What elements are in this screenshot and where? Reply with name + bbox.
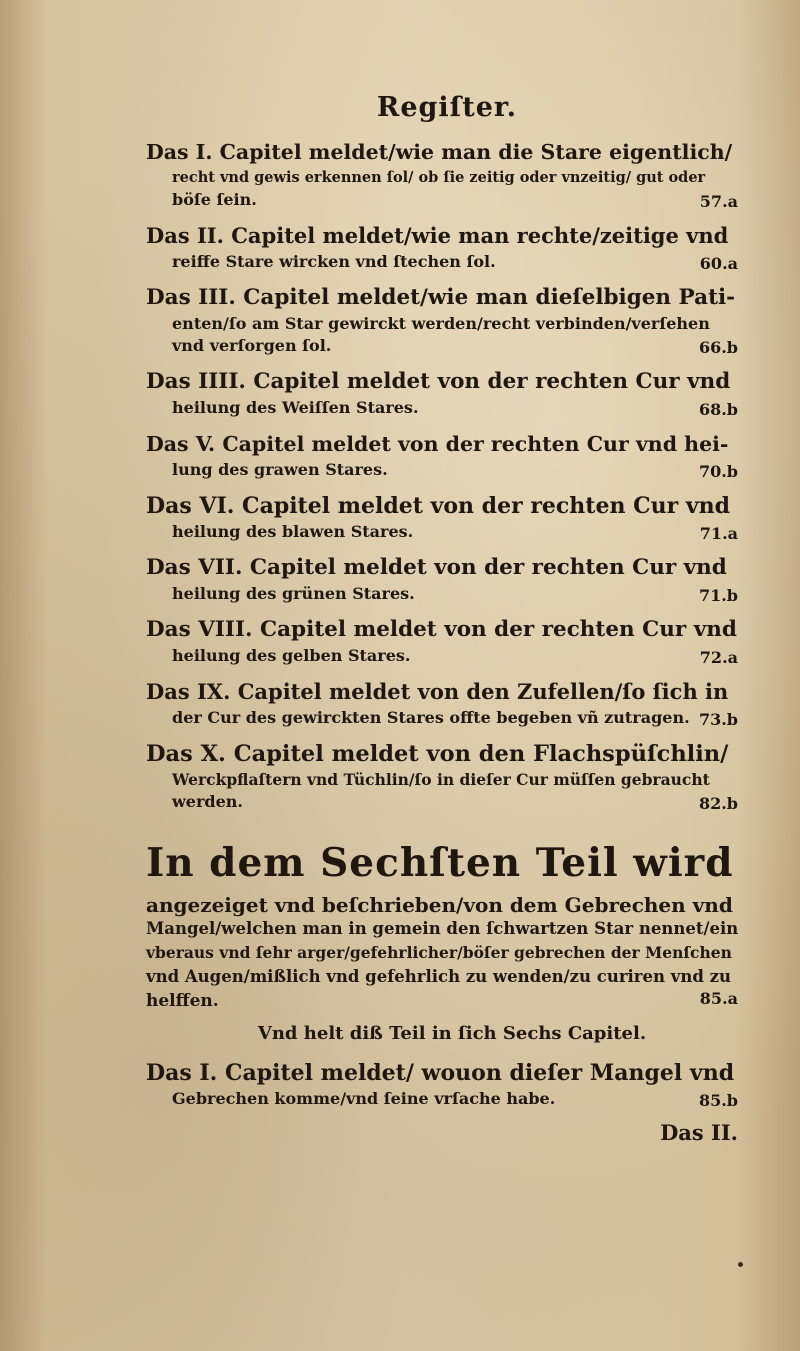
entry-title: Das X. Capitel meldet von den Flachspüſchlin/ bbox=[146, 741, 729, 767]
section-line: vberaus vnd ſehr arger/gefehrlicher/böſer gebrechen der Menſchen bbox=[146, 943, 732, 962]
entry-text: heilung des blawen Stares. bbox=[172, 522, 414, 541]
folio-ref: 85.a bbox=[699, 989, 738, 1008]
register-entry bbox=[146, 739, 738, 813]
register-entry bbox=[146, 283, 738, 357]
register-entry bbox=[146, 221, 738, 273]
entry-text: reiffe Stare wircken vnd ſtechen ſol. bbox=[172, 252, 496, 271]
folio-ref: 57.a bbox=[699, 192, 738, 211]
section-line: helffen. bbox=[146, 991, 219, 1011]
entry-text: werden. bbox=[172, 792, 243, 811]
entry-text: heilung des Weiſſen Stares. bbox=[172, 398, 419, 417]
entry-title: Das I. Capitel meldet/ wouon dieſer Mangel vnd bbox=[146, 1060, 735, 1086]
page-header: Regiſter. bbox=[376, 92, 518, 123]
entry-text: recht vnd gewis erkennen ſol/ ob ſie zeitig oder vnzeitig/ gut oder bbox=[172, 169, 706, 186]
entry-title: Das I. Capitel meldet/wie man die Stare eigentlich/ bbox=[146, 140, 733, 164]
entry-title: Das V. Capitel meldet von der rechten Cur vnd hei- bbox=[146, 432, 729, 456]
register-entry bbox=[146, 429, 738, 481]
folio-ref: 85.b bbox=[698, 1091, 738, 1110]
entry-text: heilung des gelben Stares. bbox=[172, 646, 411, 665]
section-line: vnd Augen/mißlich vnd gefehrlich zu wenden/zu curiren vnd zu bbox=[146, 967, 731, 986]
folio-ref: 71.b bbox=[698, 586, 738, 605]
entry-text: vnd verſorgen ſol. bbox=[172, 336, 332, 355]
section-line: angezeiget vnd beſchrieben/von dem Gebrechen vnd bbox=[146, 893, 733, 917]
entry-title: Das VIII. Capitel meldet von der rechten Cur vnd bbox=[146, 617, 737, 642]
entry-title: Das IIII. Capitel meldet von der rechten Cur vnd bbox=[146, 369, 731, 394]
folio-ref: 72.a bbox=[699, 648, 738, 667]
register-entry bbox=[146, 137, 738, 211]
entry-title: Das VII. Capitel meldet von der rechten Cur vnd bbox=[146, 555, 727, 580]
register-entry bbox=[146, 615, 738, 667]
entry-text: heilung des grünen Stares. bbox=[172, 584, 415, 603]
entry-text: Gebrechen komme/vnd ſeine vrſache habe. bbox=[172, 1089, 556, 1108]
section-line: Mangel/welchen man in gemein den ſchwartzen Star nennet/ein bbox=[146, 919, 739, 938]
entry-title: Das III. Capitel meldet/wie man dieſelbigen Pati- bbox=[146, 285, 736, 310]
section-note: Vnd helt diß Teil in ſich Sechs Capitel. bbox=[257, 1023, 647, 1044]
register-entry bbox=[146, 367, 738, 419]
ink-speck bbox=[738, 1262, 743, 1267]
folio-ref: 66.b bbox=[698, 338, 738, 357]
register-entry bbox=[146, 491, 738, 543]
entry-title: Das VI. Capitel meldet von der rechten Cur vnd bbox=[146, 493, 731, 519]
folio-ref: 68.b bbox=[698, 400, 738, 419]
folio-ref: 70.b bbox=[698, 462, 738, 481]
section-description bbox=[146, 893, 738, 1013]
register-list bbox=[146, 137, 738, 813]
folio-ref: 71.a bbox=[699, 524, 738, 543]
folio-ref: 73.b bbox=[698, 710, 738, 729]
entry-text: enten/ſo am Star gewirckt werden/recht verbinden/verſehen bbox=[172, 314, 710, 333]
entry-title: Das IX. Capitel meldet von den Zufellen/ſo ſich in bbox=[146, 679, 729, 704]
register-entry bbox=[146, 1058, 738, 1110]
entry-text: böſe ſein. bbox=[172, 190, 257, 209]
entry-title: Das II. Capitel meldet/wie man rechte/zeitige vnd bbox=[146, 223, 729, 248]
section-heading-block bbox=[146, 833, 738, 1044]
entry-text: lung des grawen Stares. bbox=[172, 460, 388, 479]
entry-text: Werckpflaſtern vnd Tüchlin/ſo in dieſer Cur müſſen gebraucht bbox=[172, 770, 710, 789]
register-entry bbox=[146, 677, 738, 729]
folio-ref: 82.b bbox=[698, 794, 738, 813]
folio-ref: 60.a bbox=[699, 254, 738, 273]
section-title: In dem Sechſten Teil wird bbox=[146, 840, 734, 886]
catchword: Das II. bbox=[660, 1120, 738, 1145]
entry-text: der Cur des gewirckten Stares offte begeben vñ zutragen. bbox=[172, 708, 690, 727]
register-entry bbox=[146, 553, 738, 605]
